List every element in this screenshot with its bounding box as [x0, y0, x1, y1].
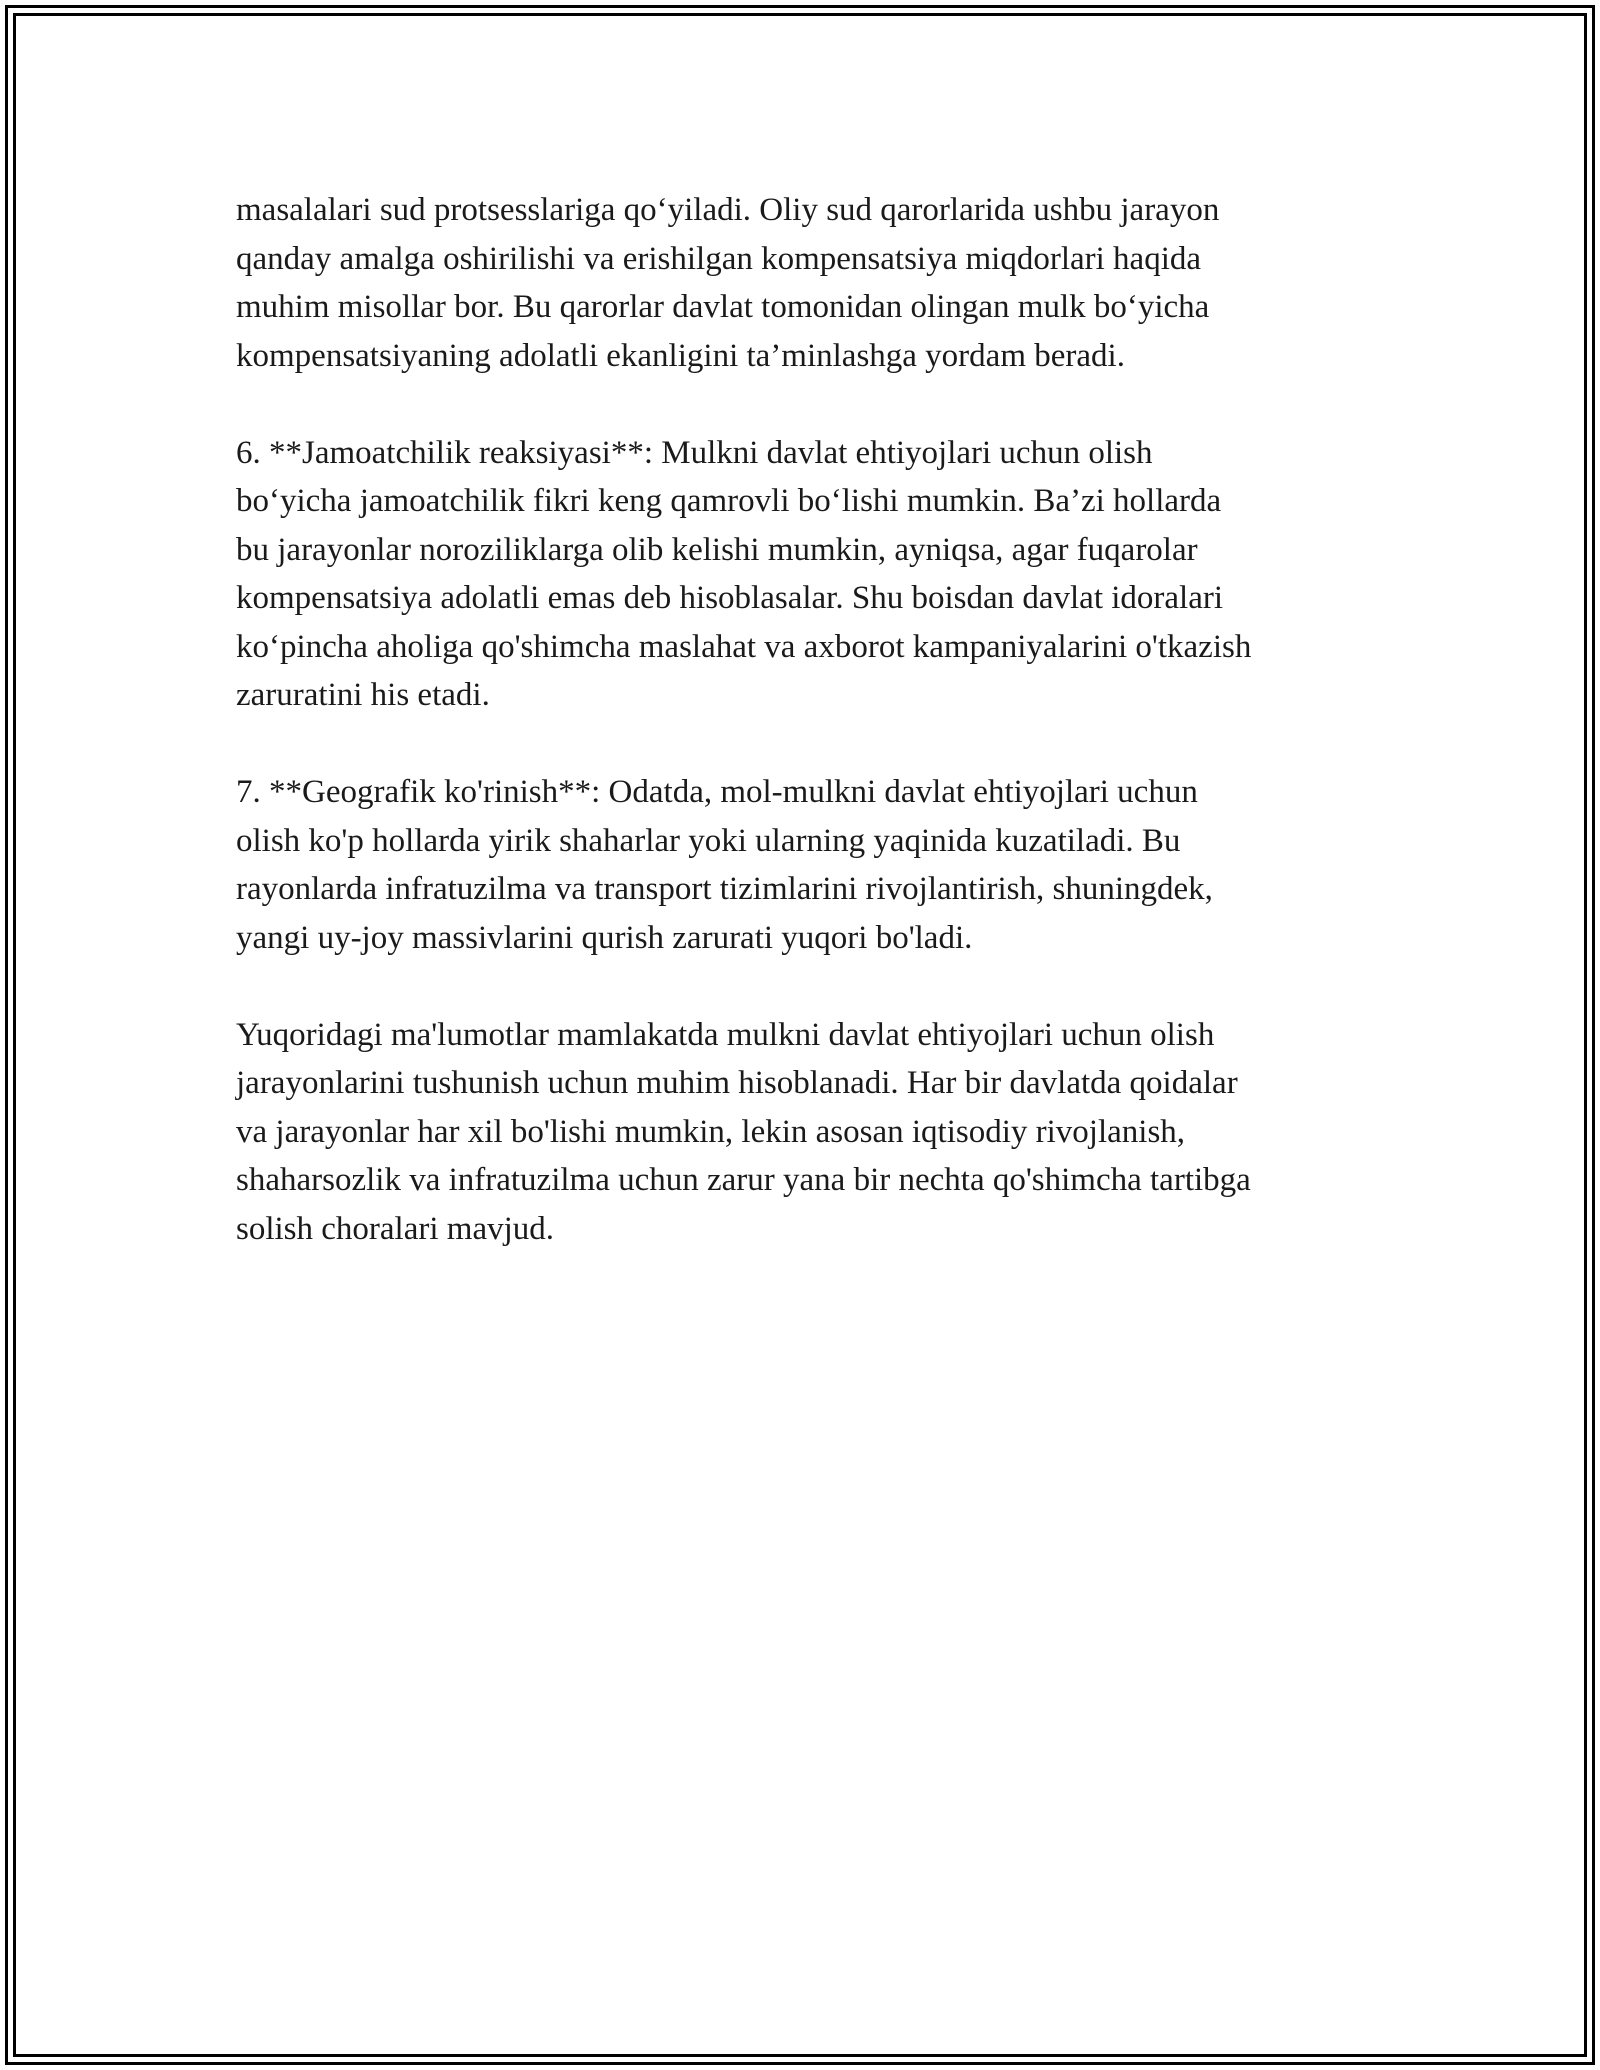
paragraph-conclusion: Yuqoridagi ma'lumotlar mamlakatda mulkni davlat ehtiyojlari uchun olish jarayonlarini tushunish uchun muhim hisoblanadi. Har bir davlatda qoidalar va jarayonlar har xil bo'lishi mumkin, lekin asosan iqtisodiy rivojlanish, shaharsozlik va infratuzilma uchun zarur yana bir nechta qo'shimcha tartibga solish choralari mavjud. [236, 1016, 1251, 1247]
paragraph-geographic-view: 7. **Geografik ko'rinish**: Odatda, mol-mulkni davlat ehtiyojlari uchun olish ko'p hollarda yirik shaharlar yoki ularning yaqinida kuzatiladi. Bu rayonlarda infratuzilma va transport tizimlarini rivojlantirish, shuningdek, yangi uy-joy massivlarini qurish zarurati yuqori bo'ladi. [236, 774, 1213, 956]
document-body [236, 186, 1396, 1302]
paragraph-public-reaction: 6. **Jamoatchilik reaksiyasi**: Mulkni davlat ehtiyojlari uchun olish bo‘yicha jamoatchilik fikri keng qamrovli bo‘lishi mumkin. Ba’zi hollarda bu jarayonlar noroziliklarga olib kelishi mumkin, ayniqsa, agar fuqarolar kompensatsiya adolatli emas deb hisoblasalar. Shu boisdan davlat idoralari ko‘pincha aholiga qo'shimcha maslahat va axborot kampaniyalarini o'tkazish zaruratini his etadi. [236, 434, 1252, 713]
paragraph-court-decisions: masalalari sud protsesslariga qo‘yiladi. Oliy sud qarorlarida ushbu jarayon qanday amalga oshirilishi va erishilgan kompensatsiya miqdorlari haqida muhim misollar bor. Bu qarorlar davlat tomonidan olingan mulk bo‘yicha kompensatsiyaning adolatli ekanligini ta’minlashga yordam beradi. [236, 192, 1220, 374]
